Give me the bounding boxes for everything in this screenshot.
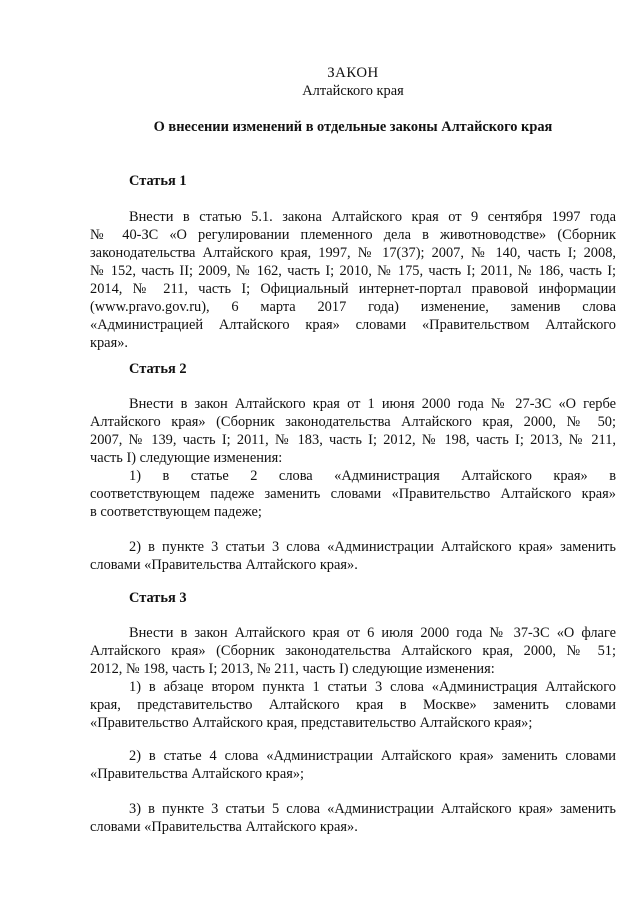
article-3-item-1-line: края, представительство Алтайского края в Москве» заменить словами [90, 697, 616, 713]
document-type-title: ЗАКОН [327, 65, 379, 81]
article-1-line: (www.pravo.gov.ru), 6 марта 2017 года) изменение, заменив слова [90, 299, 616, 315]
article-1-line: Внести в статью 5.1. закона Алтайского края от 9 сентября 1997 года [129, 209, 616, 225]
article-2-intro-line: часть I) следующие изменения: [90, 450, 283, 466]
article-3-item-2-line: «Правительства Алтайского края»; [90, 766, 305, 782]
document-subject-title: О внесении изменений в отдельные законы Алтайского края [153, 119, 553, 135]
article-1-line: «Администрацией Алтайского края» словами «Правительством Алтайского [90, 317, 616, 333]
article-3-intro-line: Внести в закон Алтайского края от 6 июля 2000 года № 37-ЗС «О флаге [129, 625, 616, 641]
article-1-heading: Статья 1 [129, 173, 187, 189]
article-3-item-1-line: «Правительство Алтайского края, представительство Алтайского края»; [90, 715, 533, 731]
article-2-heading: Статья 2 [129, 361, 187, 377]
article-1-line: законодательства Алтайского края, 1997, № 17(37); 2007, № 140, часть I; 2008, [90, 245, 616, 261]
article-1-line: края». [90, 335, 128, 351]
article-2-item-2-line: словами «Правительства Алтайского края». [90, 557, 358, 573]
article-2-intro-line: Внести в закон Алтайского края от 1 июня 2000 года № 27-ЗС «О гербе [129, 396, 616, 412]
article-1-line: № 152, часть II; 2009, № 162, часть I; 2010, № 175, часть I; 2011, № 186, часть I; [90, 263, 616, 279]
article-3-item-2 [90, 747, 616, 783]
article-2-item-1 [90, 467, 616, 521]
article-3-item-3-line: 3) в пункте 3 статьи 5 слова «Администрации Алтайского края» заменить [129, 801, 616, 817]
article-3-item-3 [90, 800, 616, 836]
article-2-intro-line: 2007, № 139, часть I; 2011, № 183, часть I; 2012, № 198, часть I; 2013, № 211, [90, 432, 616, 448]
article-2-item-2-line: 2) в пункте 3 статьи 3 слова «Администрации Алтайского края» заменить [129, 539, 616, 555]
document-region-title: Алтайского края [302, 83, 404, 99]
article-3-intro-line: 2012, № 198, часть I; 2013, № 211, часть I) следующие изменения: [90, 661, 495, 677]
article-2-item-1-line: в соответствующем падеже; [90, 504, 262, 520]
article-3-item-2-line: 2) в статье 4 слова «Администрации Алтайского края» заменить словами [129, 748, 616, 764]
article-2-item-1-line: 1) в статье 2 слова «Администрация Алтайского края» в [129, 468, 616, 484]
article-3-intro [90, 624, 616, 678]
article-1-line: 2014, № 211, часть I; Официальный интернет-портал правовой информации [90, 281, 616, 297]
article-1-body [90, 208, 616, 352]
article-3-item-1 [90, 678, 616, 732]
article-1-line: № 40-ЗС «О регулировании племенного дела в животноводстве» (Сборник [90, 227, 616, 243]
article-3-item-1-line: 1) в абзаце втором пункта 1 статьи 3 слова «Администрация Алтайского [129, 679, 616, 695]
article-2-item-1-line: соответствующем падеже заменить словами «Правительство Алтайского края» [90, 486, 616, 502]
article-2-intro [90, 395, 616, 467]
article-3-intro-line: Алтайского края» (Сборник законодательства Алтайского края, 2000, № 51; [90, 643, 616, 659]
article-2-item-2 [90, 538, 616, 574]
article-3-heading: Статья 3 [129, 590, 187, 606]
article-2-intro-line: Алтайского края» (Сборник законодательства Алтайского края, 2000, № 50; [90, 414, 616, 430]
article-3-item-3-line: словами «Правительства Алтайского края». [90, 819, 358, 835]
